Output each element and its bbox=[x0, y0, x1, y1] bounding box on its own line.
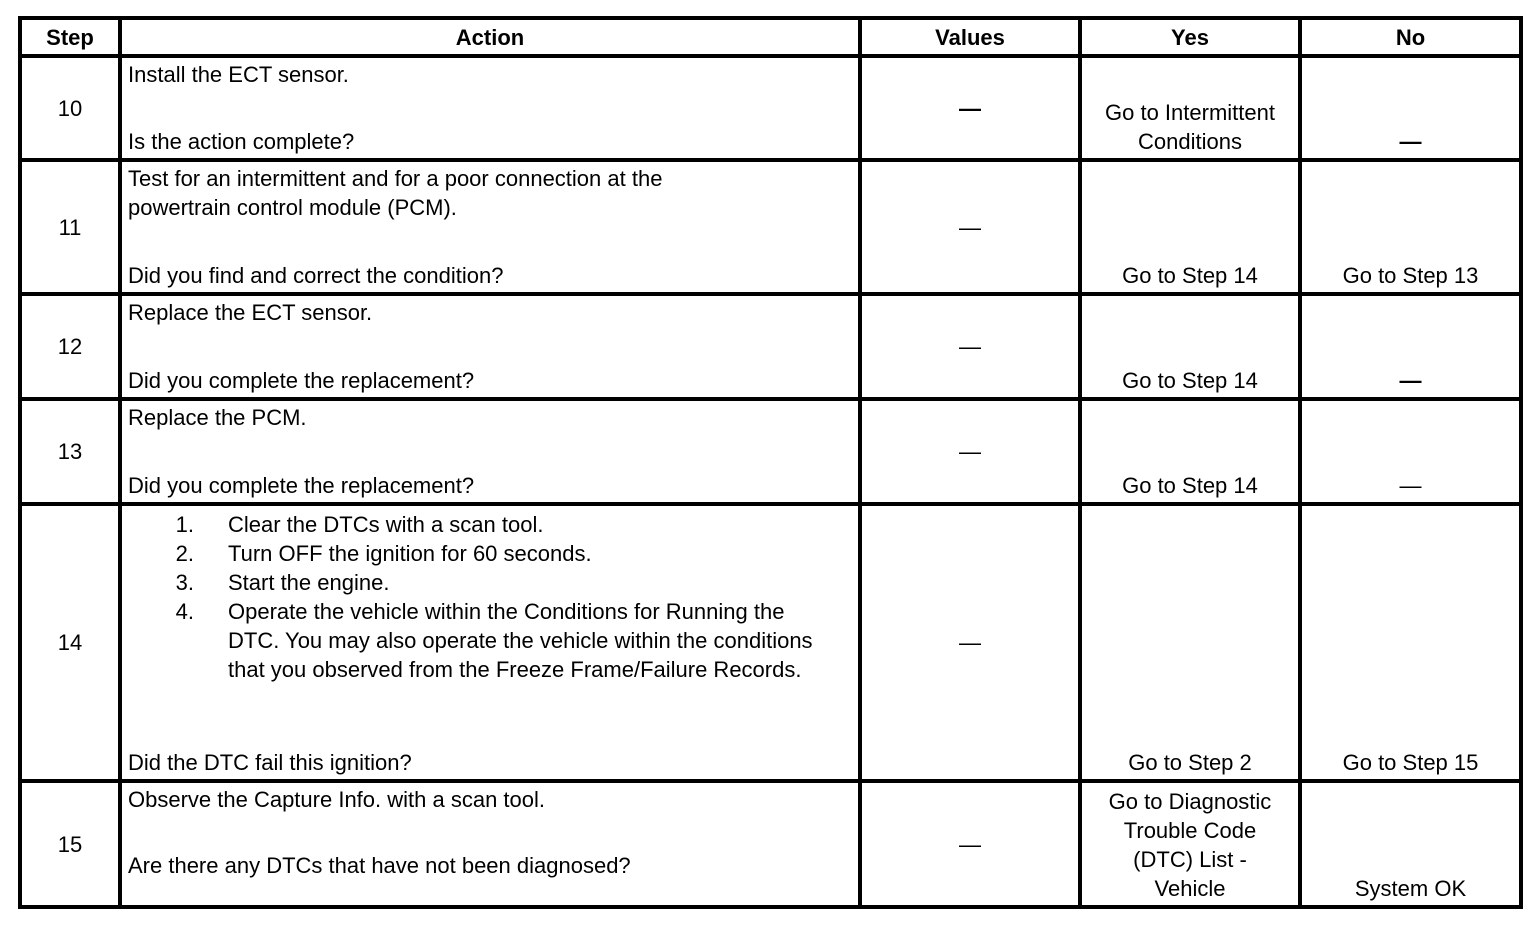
substep-text: Operate the vehicle within the Conditions for Running the DTC. You may also operate the vehicle within the conditions that you observed from the Freeze Frame/Failure Records. bbox=[228, 599, 813, 682]
action-text: Install the ECT sensor. bbox=[128, 62, 349, 87]
table-row-step-15 bbox=[20, 781, 1521, 907]
list-item bbox=[128, 539, 852, 568]
yes-link[interactable]: Go to Diagnostic Trouble Code (DTC) List - Vehicle bbox=[1080, 781, 1300, 907]
yes-link[interactable]: Go to Step 14 bbox=[1080, 399, 1300, 504]
action-question: Did you complete the replacement? bbox=[128, 473, 475, 498]
values-cell: — bbox=[860, 781, 1080, 907]
action-cell bbox=[120, 160, 860, 294]
yes-link[interactable]: Go to Step 2 bbox=[1080, 504, 1300, 781]
action-text: Replace the ECT sensor. bbox=[128, 300, 373, 325]
diagnostic-table bbox=[18, 16, 1523, 909]
yes-link[interactable]: Go to Step 14 bbox=[1080, 294, 1300, 399]
step-number: 12 bbox=[20, 294, 120, 399]
action-text: Observe the Capture Info. with a scan tool. bbox=[128, 787, 546, 812]
substep-number: 3. bbox=[175, 570, 194, 595]
table-row-step-11 bbox=[20, 160, 1521, 294]
substep-number: 4. bbox=[175, 599, 194, 624]
no-cell: — bbox=[1300, 294, 1521, 399]
header-action: Action bbox=[120, 18, 860, 56]
header-yes: Yes bbox=[1080, 18, 1300, 56]
values-cell: — bbox=[860, 399, 1080, 504]
action-question: Are there any DTCs that have not been diagnosed? bbox=[128, 853, 631, 878]
action-question: Did you find and correct the condition? bbox=[128, 263, 504, 288]
values-cell: — bbox=[860, 504, 1080, 781]
no-link[interactable]: Go to Step 13 bbox=[1300, 160, 1521, 294]
action-question: Did you complete the replacement? bbox=[128, 368, 475, 393]
action-cell bbox=[120, 399, 860, 504]
substep-text: Turn OFF the ignition for 60 seconds. bbox=[228, 541, 592, 566]
action-cell bbox=[120, 56, 860, 160]
substep-number: 2. bbox=[175, 541, 194, 566]
action-question: Is the action complete? bbox=[128, 129, 355, 154]
step-number: 15 bbox=[20, 781, 120, 907]
no-result: System OK bbox=[1300, 781, 1521, 907]
step-number: 11 bbox=[20, 160, 120, 294]
values-cell: — bbox=[860, 160, 1080, 294]
action-cell bbox=[120, 781, 860, 907]
header-no: No bbox=[1300, 18, 1521, 56]
substep-text: Clear the DTCs with a scan tool. bbox=[228, 512, 544, 537]
table-row-step-10 bbox=[20, 56, 1521, 160]
step-number: 13 bbox=[20, 399, 120, 504]
no-link[interactable]: Go to Step 15 bbox=[1300, 504, 1521, 781]
table-row-step-14 bbox=[20, 504, 1521, 781]
table-row-step-13 bbox=[20, 399, 1521, 504]
values-cell: — bbox=[860, 294, 1080, 399]
header-row bbox=[20, 18, 1521, 56]
action-question: Did the DTC fail this ignition? bbox=[128, 750, 412, 775]
step-number: 14 bbox=[20, 504, 120, 781]
yes-link[interactable]: Go to Intermittent Conditions bbox=[1080, 56, 1300, 160]
action-cell bbox=[120, 294, 860, 399]
action-cell bbox=[120, 504, 860, 781]
action-text: Replace the PCM. bbox=[128, 405, 307, 430]
action-text: Test for an intermittent and for a poor connection at the powertrain control module (PCM). bbox=[128, 166, 663, 220]
values-cell: — bbox=[860, 56, 1080, 160]
no-cell: — bbox=[1300, 399, 1521, 504]
header-step: Step bbox=[20, 18, 120, 56]
substep-number: 1. bbox=[175, 512, 194, 537]
no-cell: — bbox=[1300, 56, 1521, 160]
substep-text: Start the engine. bbox=[228, 570, 390, 595]
list-item bbox=[128, 597, 852, 684]
substep-list bbox=[128, 510, 852, 684]
list-item bbox=[128, 510, 852, 539]
yes-link[interactable]: Go to Step 14 bbox=[1080, 160, 1300, 294]
step-number: 10 bbox=[20, 56, 120, 160]
header-values: Values bbox=[860, 18, 1080, 56]
table-row-step-12 bbox=[20, 294, 1521, 399]
list-item bbox=[128, 568, 852, 597]
